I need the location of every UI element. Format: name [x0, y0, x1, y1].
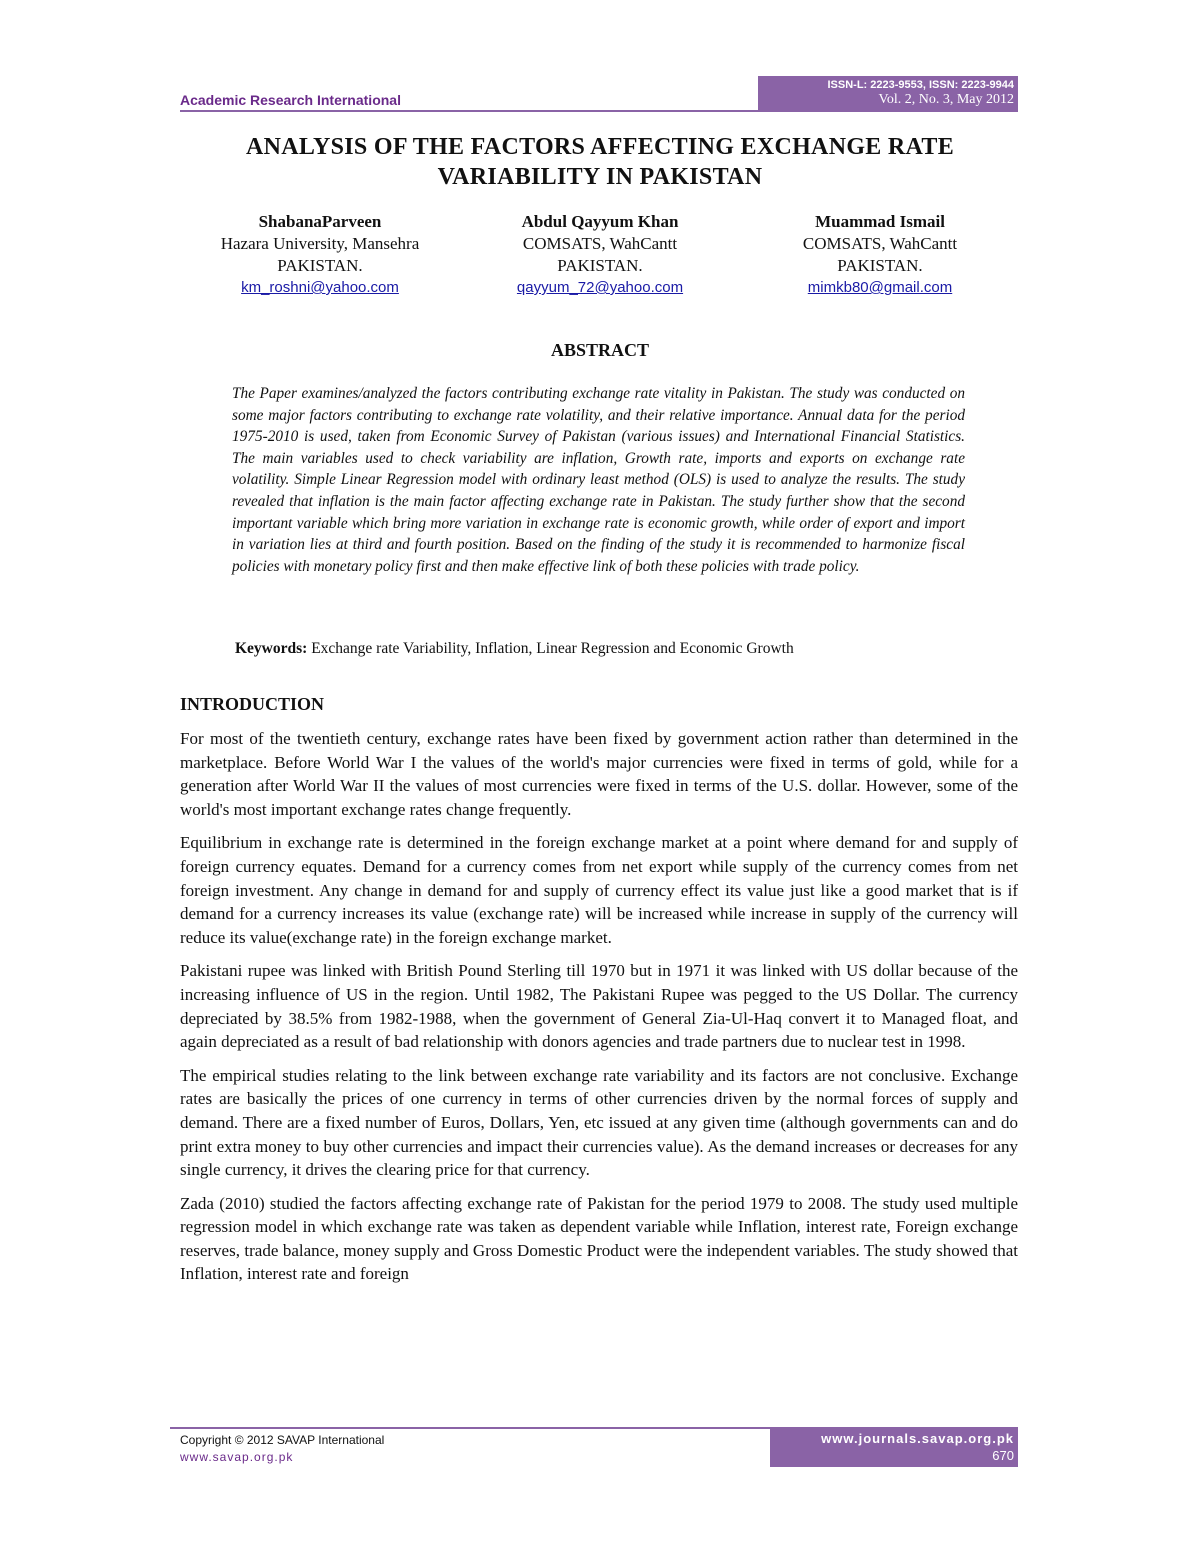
publisher-site-link[interactable]: www.savap.org.pk [180, 1450, 294, 1464]
author-country: PAKISTAN. [277, 256, 363, 275]
author-email-link[interactable]: qayyum_72@yahoo.com [516, 279, 684, 296]
footer-right-box [770, 1427, 1018, 1467]
copyright-notice: Copyright © 2012 SAVAP International [180, 1433, 385, 1447]
journal-site-link[interactable]: www.journals.savap.org.pk [821, 1431, 1014, 1446]
page-number: 670 [992, 1448, 1014, 1463]
paper-title [180, 132, 1020, 192]
body-paragraph-5: Zada (2010) studied the factors affecting exchange rate of Pakistan for the period 1979 to 2008. The study used multiple regression model in which exchange rate was taken as dependent variable while Inflation, interest rate, Foreign exchange reserves, trade balance, money supply and Gross Domestic Product were the independent variables. The study showed that Inflation, interest rate and foreign [180, 1193, 1018, 1284]
volume-info: Vol. 2, No. 3, May 2012 [878, 92, 1014, 107]
body-paragraph-3: Pakistani rupee was linked with British Pound Sterling till 1970 but in 1971 it was linked with US dollar because of the increasing influence of US in the region. Until 1982, The Pakistani Rupee was pegged to the US Dollar. The currency depreciated by 38.5% from 1982-1988, when the government of General Zia-Ul-Haq convert it to Managed float, and again depreciated as a result of bad relationship with donors agencies and trade partners due to nuclear test in 1998. [180, 961, 1018, 1052]
header-rule [180, 110, 1018, 112]
author-1 [180, 211, 460, 299]
author-name: Muammad Ismail [815, 212, 945, 231]
footer-left [180, 1432, 384, 1466]
body-paragraph-2: Equilibrium in exchange rate is determined in the foreign exchange market at a point where demand for and supply of foreign currency equates. Demand for a currency comes from net export while supply of the currency comes from net foreign investment. Any change in demand for and supply of currency effect its value just like a good market that is if demand for a currency increases its value (exchange rate) will be increased while increase in supply of the currency will reduce its value(exchange rate) in the foreign exchange market. [180, 833, 1018, 947]
body-paragraph-1: For most of the twentieth century, exchange rates have been fixed by government action rather than determined in the marketplace. Before World War I the values of the world's major currencies were fixed in terms of gold, while for a generation after World War II the values of most currencies were fixed in terms of the U.S. dollar. However, some of the world's most important exchange rates change frequently. [180, 729, 1018, 819]
issn: ISSN-L: 2223-9553, ISSN: 2223-9944 [827, 79, 1014, 91]
author-email-link[interactable]: km_roshni@yahoo.com [241, 279, 399, 296]
keywords-label: Keywords: [235, 640, 308, 657]
journal-name: Academic Research International [180, 92, 401, 108]
author-affiliation: Hazara University, Mansehra [220, 234, 420, 253]
author-country: PAKISTAN. [557, 256, 643, 275]
abstract-text: The Paper examines/analyzed the factors contributing exchange rate vitality in Pakistan. The study was conducted on some major factors contributing to exchange rate volatility, and their relative importance. Annual data for the period 1975-2010 is used, taken from Economic Survey of Pakistan (various issues) and International Financial Statistics. The main variables used to check variability are inflation, Growth rate, imports and exports on exchange rate volatility. Simple Linear Regression model with ordinary least method (OLS) is used to analyze the results. The study revealed that inflation is the main factor affecting exchange rate in Pakistan. The study further show that the second important variable which bring more variation in exchange rate is economic growth, while order of export and import in variation lies at third and fourth position. Based on the finding of the study it is recommended to harmonize fiscal policies with monetary policy first and then make effective link of both these policies with trade policy. [232, 385, 965, 575]
header-issue-box [758, 76, 1018, 112]
author-block [180, 211, 1020, 299]
title-line-1: ANALYSIS OF THE FACTORS AFFECTING EXCHANGE RATE [245, 134, 954, 160]
introduction-heading: INTRODUCTION [180, 694, 325, 714]
author-name: Abdul Qayyum Khan [521, 212, 679, 231]
author-country: PAKISTAN. [837, 256, 923, 275]
keywords-line [235, 640, 975, 658]
author-name: ShabanaParveen [258, 212, 382, 231]
author-affiliation: COMSATS, WahCantt [522, 234, 678, 253]
abstract-heading: ABSTRACT [550, 340, 650, 360]
title-line-2: VARIABILITY IN PAKISTAN [437, 164, 763, 190]
keywords-list: Exchange rate Variability, Inflation, Linear Regression and Economic Growth [307, 640, 794, 657]
introduction-body [180, 727, 1018, 1296]
author-3 [740, 211, 1020, 299]
author-affiliation: COMSATS, WahCantt [802, 234, 958, 253]
author-email-link[interactable]: mimkb80@gmail.com [807, 279, 953, 296]
author-2 [460, 211, 740, 299]
body-paragraph-4: The empirical studies relating to the link between exchange rate variability and its factors are not conclusive. Exchange rates are basically the prices of one currency in terms of other currencies driven by the normal forces of supply and demand. There are a fixed number of Euros, Dollars, Yen, etc issued at any given time (although governments can and do print extra money to buy other currencies and impact their currencies value). As the demand increases or decreases for any single currency, it drives the clearing price for that currency. [180, 1065, 1018, 1180]
footer-rule [170, 1427, 770, 1429]
